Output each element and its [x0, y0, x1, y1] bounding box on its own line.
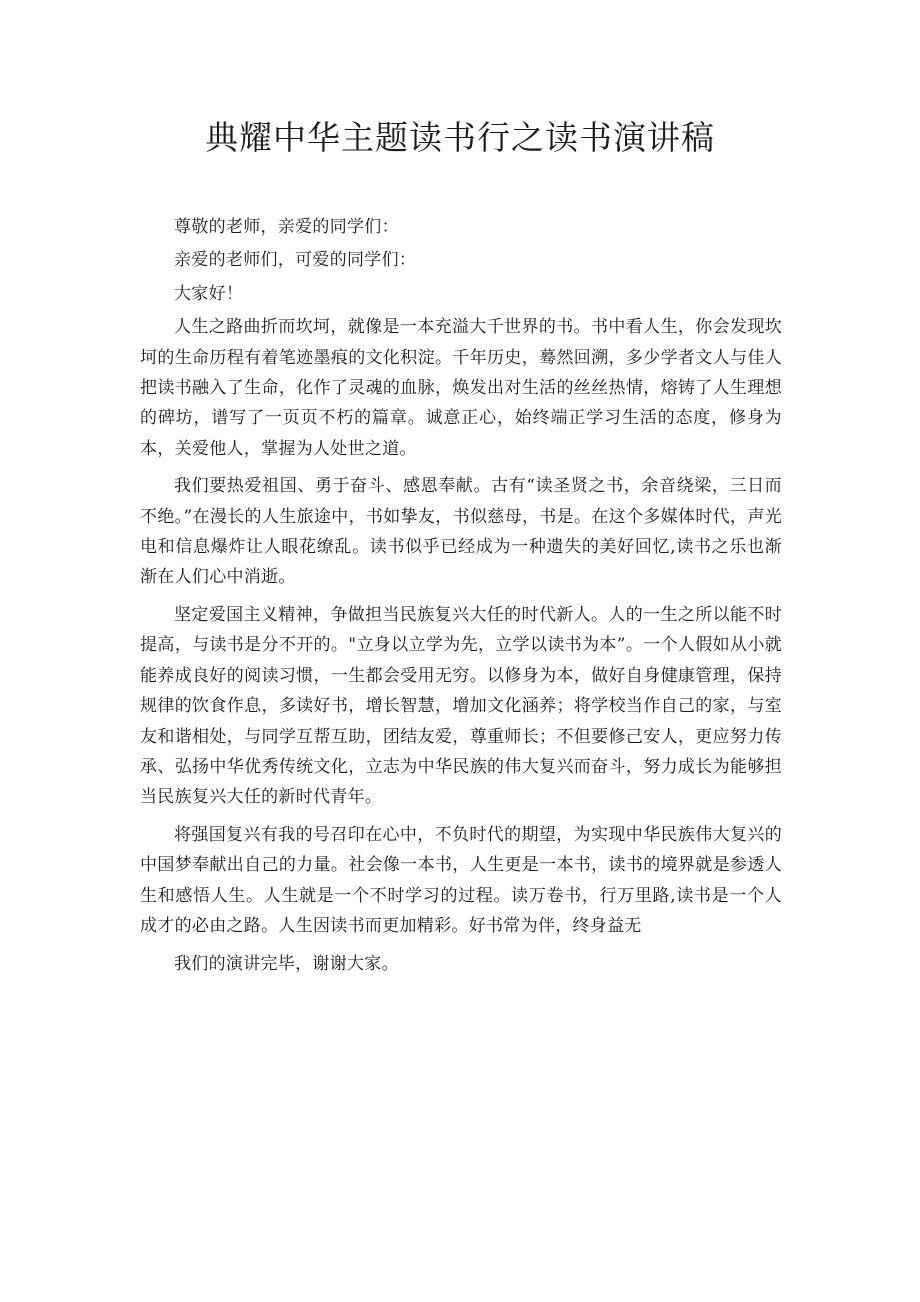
greeting-line: 尊敬的老师，亲爱的同学们： [174, 217, 399, 237]
document-body [140, 212, 782, 987]
greeting-line: 亲爱的老师们，可爱的同学们： [174, 250, 417, 271]
document-title: 典耀中华主题读书行之读书演讲稿 [205, 118, 715, 157]
body-paragraph: 将强国复兴有我的号召印在心中，不负时代的期望，为实现中华民族伟大复兴的中国梦奉献出自己的力量。社会像一本书，人生更是一本书，读书的境界就是参透人生和感悟人生。人生就是一个不时学习的过程。读万卷书，行万里路,读书是一个人成才的必由之路。人生因读书而更加精彩。好书常为伴，终身益无 [140, 824, 782, 936]
body-paragraph: 我们要热爱祖国、勇于奋斗、感恩奉献。古有“读圣贤之书，余音绕梁，三日而不绝。”在漫长的人生旅途中，书如挚友，书似慈母，书是。在这个多媒体时代，声光电和信息爆炸让人眼花缭乱。读书似乎已经成为一种遗失的美好回忆,读书之乐也渐渐在人们心中消逝。 [140, 476, 782, 588]
closing-line: 我们的演讲完毕，谢谢大家。 [174, 954, 399, 975]
greeting-line: 大家好！ [174, 283, 244, 304]
body-paragraph: 人生之路曲折而坎坷，就像是一本充溢大千世界的书。书中看人生，你会发现坎坷的生命历程有着笔迹墨痕的文化积淀。千年历史，蓦然回溯，多少学者文人与佳人把读书融入了生命，化作了灵魂的血脉，焕发出对生活的丝丝热情，熔铸了人生理想的碑坊，谱写了一页页不朽的篇章。诚意正心，始终端正学习生活的态度，修身为本，关爱他人，掌握为人处世之道。 [140, 317, 782, 459]
body-paragraph: 坚定爱国主义精神，争做担当民族复兴大任的时代新人。人的一生之所以能不时提高，与读书是分不开的。"立身以立学为先，立学以读书为本”。一个人假如从小就能养成良好的阅读习惯，一生都会受用无穷。以修身为本，做好自身健康管理，保持规律的饮食作息，多读好书，增长智慧，增加文化涵养；将学校当作自己的家，与室友和谐相处，与同学互帮互助，团结友爱，尊重师长；不但要修己安人，更应努力传承、弘扬中华优秀传统文化，立志为中华民族的伟大复兴而奋斗，努力成长为能够担当民族复兴大任的新时代青年。 [140, 604, 782, 808]
